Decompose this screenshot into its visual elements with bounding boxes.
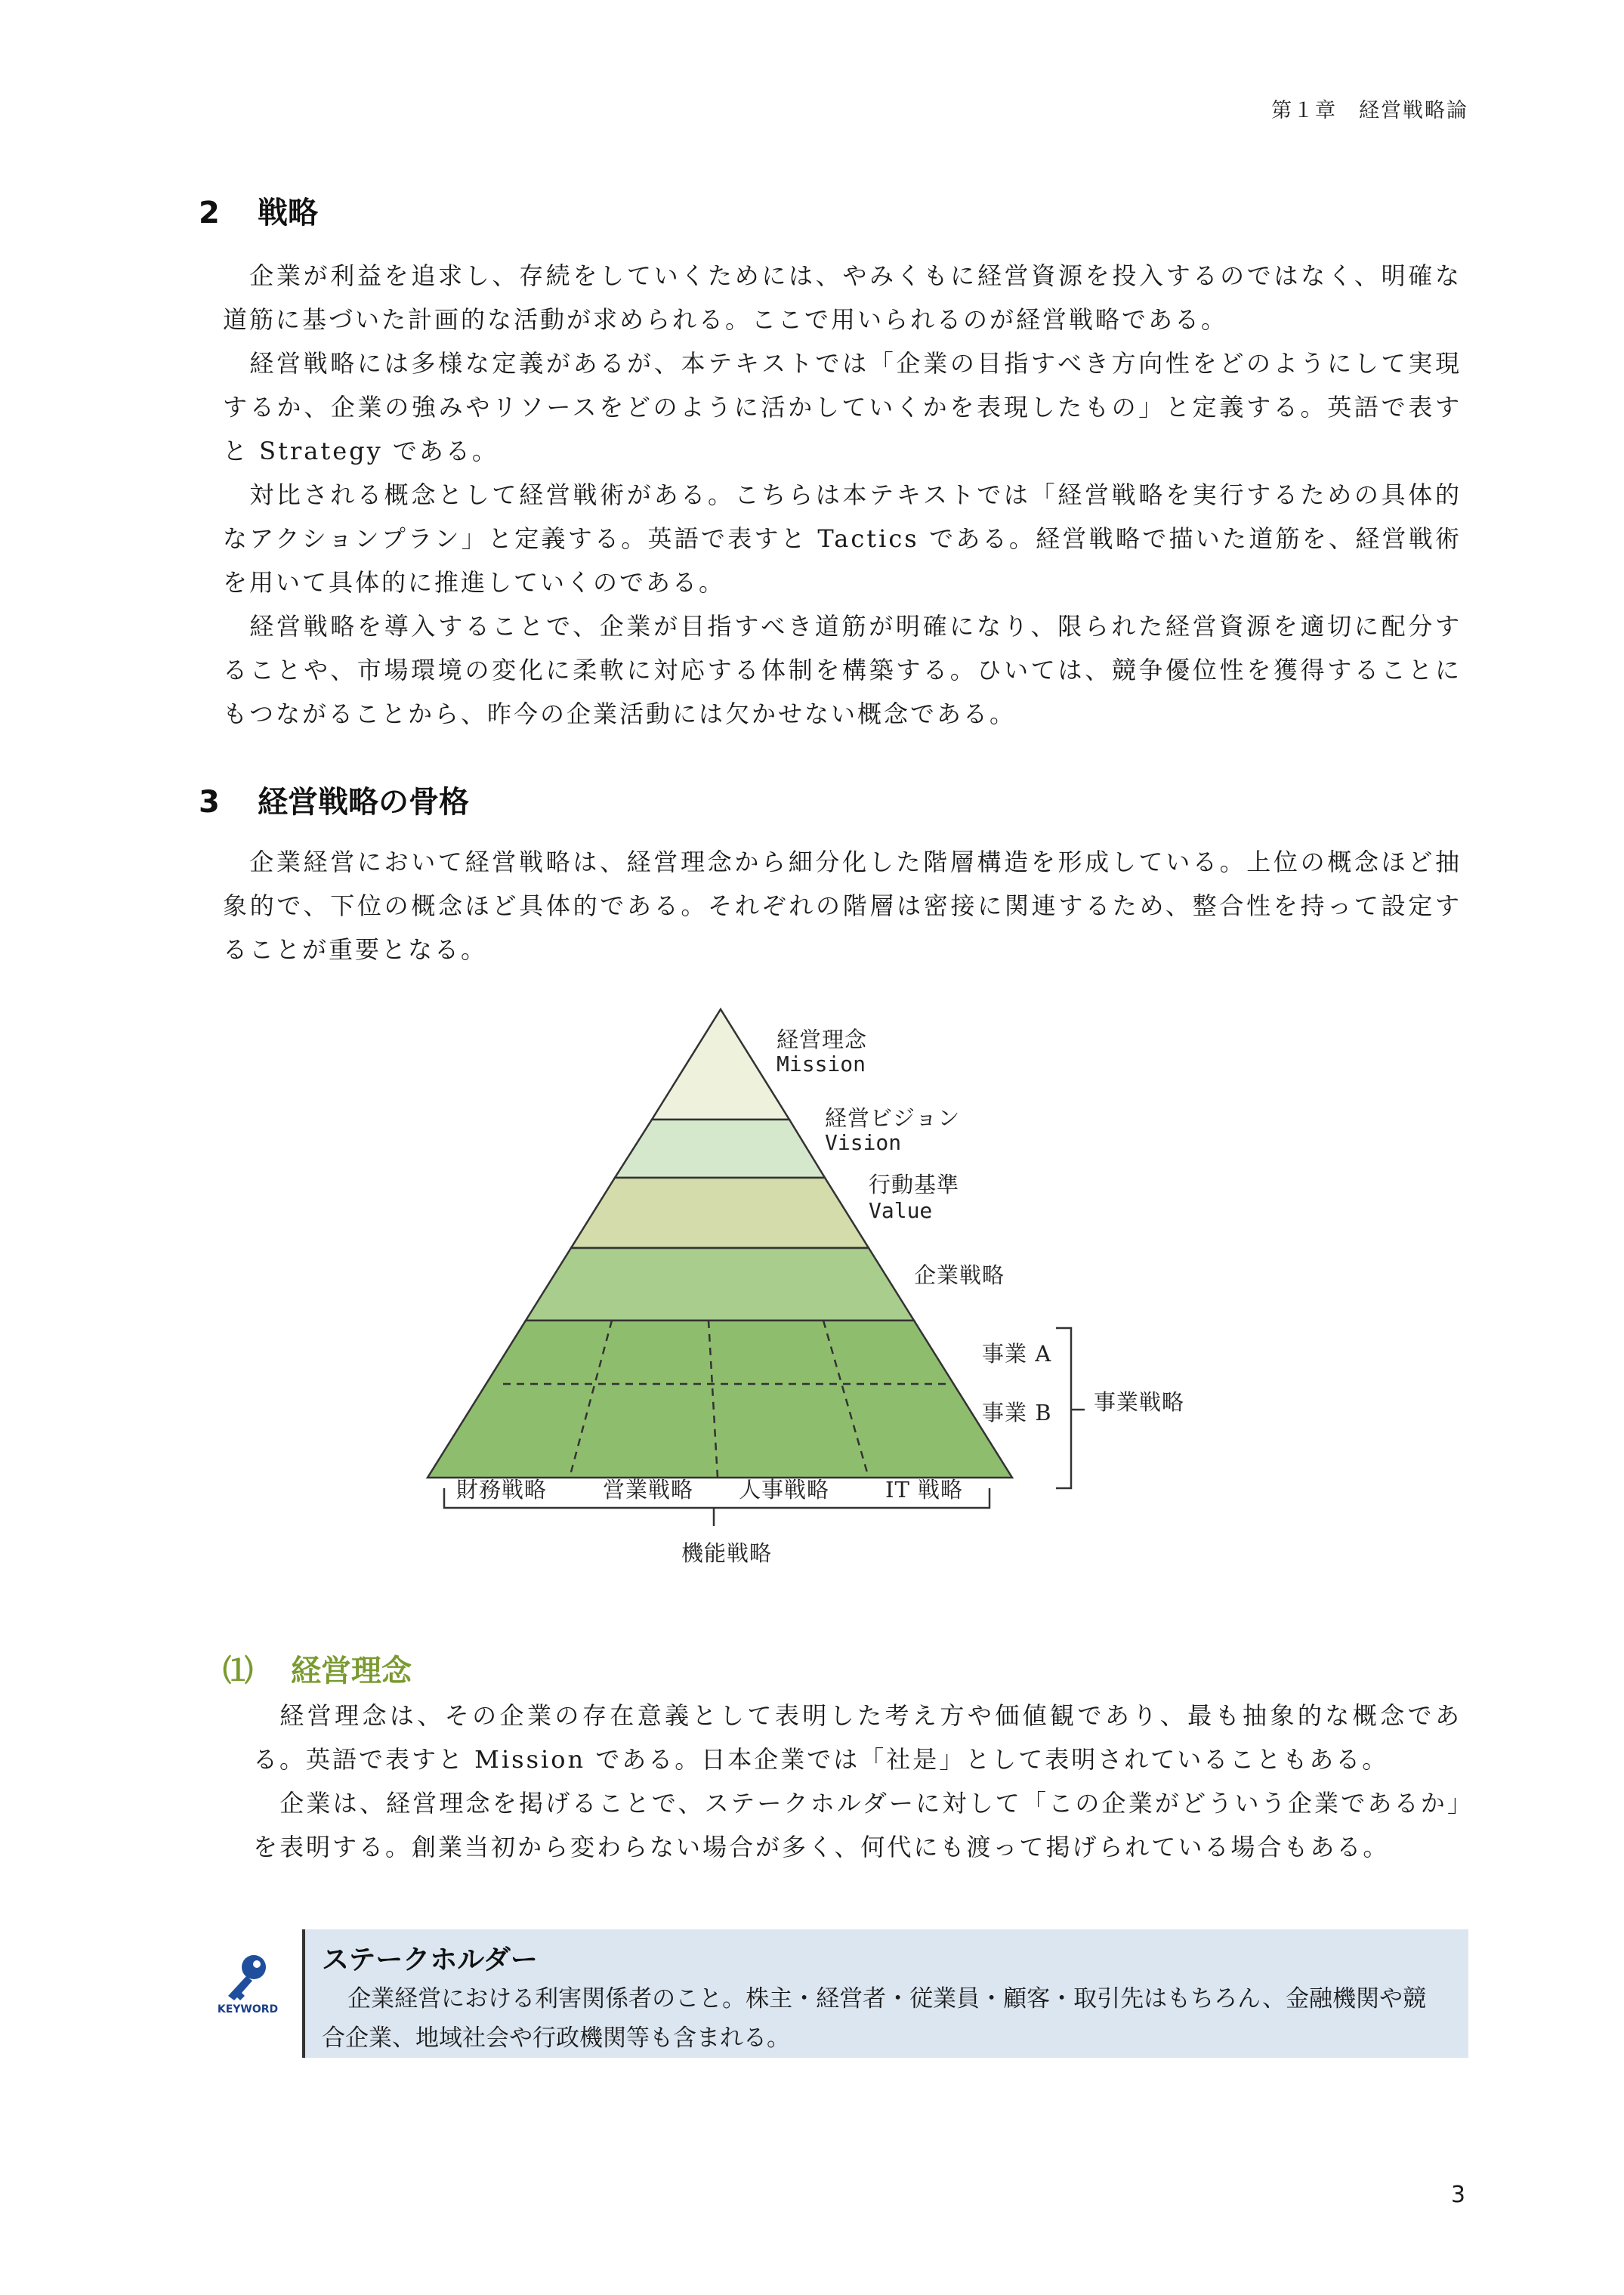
- keyword-box: [302, 1929, 1468, 2058]
- paragraph: 経営戦略には多様な定義があるが、本テキストでは「企業の目指すべき方向性をどのようにして実現するか、企業の強みやリソースをどのように活かしていくかを表現したもの」と定義する。英語で表すと Strategy である。: [223, 349, 1462, 465]
- label-corporate-strategy: 企業戦略: [914, 1262, 1005, 1288]
- section-title: 戦略: [258, 196, 318, 230]
- label-business-strategy: 事業戦略: [1094, 1389, 1185, 1415]
- label-vision-en: Vision: [825, 1130, 902, 1155]
- pyramid-level-value: [571, 1178, 869, 1248]
- label-function-it: IT 戦略: [885, 1477, 964, 1503]
- pyramid-graphic: [423, 1005, 1284, 1594]
- section-title: 経営戦略の骨格: [258, 785, 469, 820]
- section-2-heading: [199, 189, 318, 232]
- page-number: 3: [1450, 2182, 1465, 2208]
- label-business-a: 事業 A: [982, 1341, 1052, 1367]
- section-3-heading: [199, 778, 469, 821]
- pyramid-level-mission: [652, 1009, 789, 1120]
- paragraph: 経営戦略を導入することで、企業が目指すべき道筋が明確になり、限られた経営資源を適切に配分することや、市場環境の変化に柔軟に対応する体制を構築する。ひいては、競争優位性を獲得することにもつながることから、昨今の企業活動には欠かせない概念である。: [223, 612, 1462, 728]
- subsection-1-heading: [223, 1647, 412, 1690]
- keyword-body: 企業経営における利害関係者のこと。株主・経営者・従業員・顧客・取引先はもちろん、金融機関や競合企業、地域社会や行政機関等も含まれる。: [322, 1985, 1426, 2052]
- section-number: 3: [199, 785, 220, 820]
- section-number: 2: [199, 196, 220, 230]
- subsection-title: 経営理念: [291, 1654, 412, 1688]
- label-value-en: Value: [869, 1198, 933, 1223]
- label-function-finance: 財務戦略: [456, 1477, 548, 1503]
- label-mission-ja: 経営理念: [776, 1027, 868, 1052]
- subsection-number: ⑴: [223, 1654, 253, 1688]
- pyramid-level-business: [428, 1320, 1012, 1478]
- label-mission-en: Mission: [776, 1052, 866, 1076]
- label-business-b: 事業 B: [982, 1400, 1052, 1425]
- keyword-icon: [216, 1951, 279, 2026]
- business-strategy-brace: [1056, 1328, 1085, 1488]
- key-icon: [216, 1951, 279, 2003]
- keyword-title: ステークホルダー: [322, 1944, 538, 1975]
- label-function-sales: 営業戦略: [603, 1477, 694, 1503]
- paragraph: 経営理念は、その企業の存在意義として表明した考え方や価値観であり、最も抽象的な概念である。英語で表すと Mission である。日本企業では「社是」として表明されていることもある。: [253, 1701, 1462, 1774]
- paragraph: 企業が利益を追求し、存続をしていくためには、やみくもに経営資源を投入するのではなく、明確な道筋に基づいた計画的な活動が求められる。ここで用いられるのが経営戦略である。: [223, 261, 1462, 334]
- label-value-ja: 行動基準: [869, 1172, 960, 1197]
- pyramid-level-corporate: [526, 1248, 914, 1320]
- label-vision-ja: 経営ビジョン: [825, 1105, 961, 1131]
- paragraph: 企業は、経営理念を掲げることで、ステークホルダーに対して「この企業がどういう企業であるか」を表明する。創業当初から変わらない場合が多く、何代にも渡って掲げられている場合もある。: [253, 1789, 1462, 1861]
- keyword-icon-label: KEYWORD: [217, 2003, 279, 2015]
- paragraph: 対比される概念として経営戦術がある。こちらは本テキストでは「経営戦略を実行するための具体的なアクションプラン」と定義する。英語で表すと Tactics である。経営戦略で描いた道筋を、経営戦術を用いて具体的に推進していくのである。: [223, 480, 1462, 597]
- pyramid-level-vision: [615, 1120, 825, 1178]
- label-function-hr: 人事戦略: [739, 1477, 830, 1503]
- label-function-strategy: 機能戦略: [681, 1540, 773, 1566]
- running-header: 第１章 経営戦略論: [1271, 99, 1468, 122]
- paragraph: 企業経営において経営戦略は、経営理念から細分化した階層構造を形成している。上位の概念ほど抽象的で、下位の概念ほど具体的である。それぞれの階層は密接に関連するため、整合性を持って設定することが重要となる。: [223, 848, 1462, 964]
- strategy-pyramid-diagram: [423, 1005, 1284, 1594]
